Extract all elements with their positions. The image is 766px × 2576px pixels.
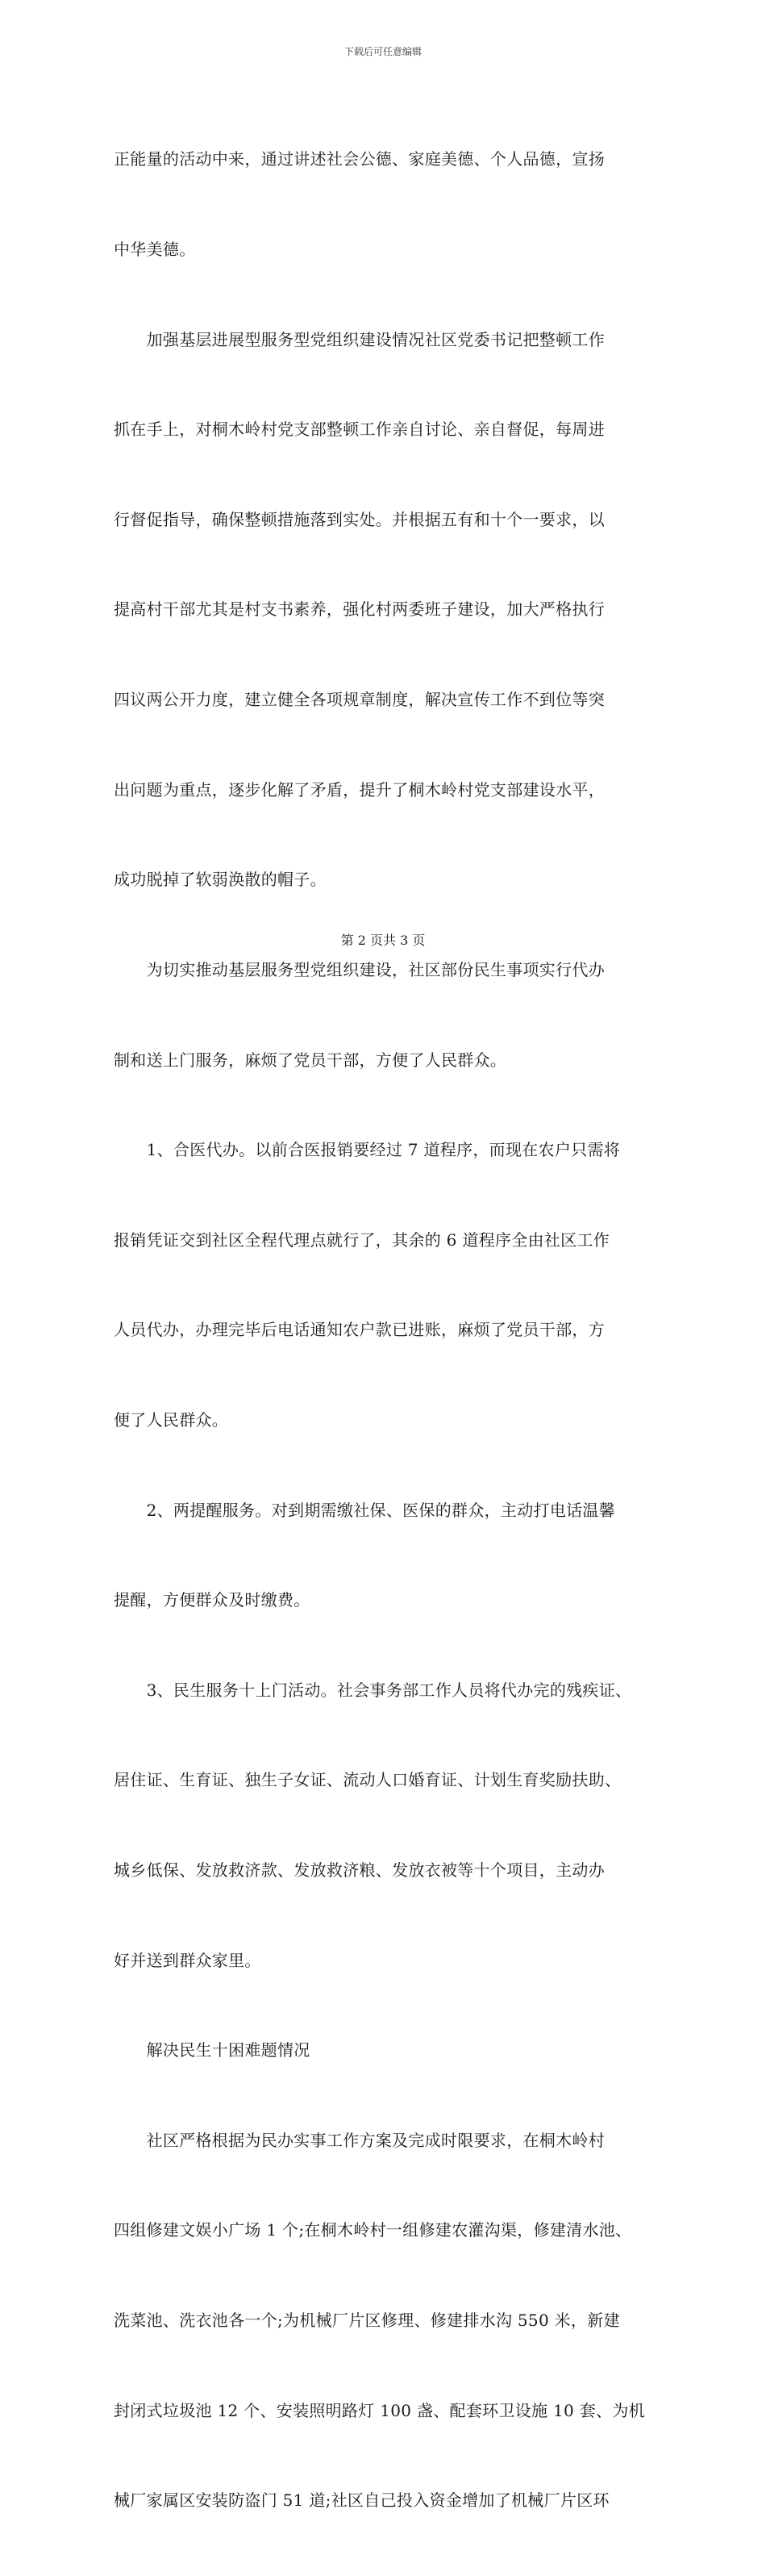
page-header: 下载后可任意编辑 [343,46,422,57]
text-line: 3、民生服务十上门活动。社会事务部工作人员将代办完的残疾证、 [114,1680,632,1700]
text-line: 四议两公开力度，建立健全各项规章制度，解决宣传工作不到位等突 [114,690,605,710]
text-line: 出问题为重点，逐步化解了矛盾，提升了桐木岭村党支部建设水平， [114,779,605,800]
text-line: 人员代办，办理完毕后电话通知农户款已进账，麻烦了党员干部，方 [114,1320,605,1340]
text-line: 提醒，方便群众及时缴费。 [114,1590,310,1610]
text-line: 洗菜池、洗衣池各一个;为机械厂片区修理、修建排水沟 550 米，新建 [114,2311,620,2331]
text-line: 械厂家属区安装防盗门 51 道;社区自己投入资金增加了机械厂片区环 [114,2490,610,2511]
text-line: 城乡低保、发放救济款、发放救济粮、发放衣被等十个项目，主动办 [114,1860,605,1880]
text-line: 居住证、生育证、独生子女证、流动人口婚育证、计划生育奖励扶助、 [114,1770,622,1790]
text-line: 正能量的活动中来，通过讲述社会公德、家庭美德、个人品德，宣扬 [114,149,605,169]
page-footer: 第 2 页共 3 页 [340,933,426,948]
text-line: 提高村干部尤其是村支书素养，强化村两委班子建设，加大严格执行 [114,599,605,620]
text-line: 加强基层进展型服务型党组织建设情况社区党委书记把整顿工作 [114,329,605,349]
text-line: 1、合医代办。以前合医报销要经过 7 道程序，而现在农户只需将 [114,1140,621,1160]
text-line: 制和送上门服务，麻烦了党员干部，方便了人民群众。 [114,1050,507,1070]
text-line: 报销凭证交到社区全程代理点就行了，其余的 6 道程序全由社区工作 [114,1230,610,1250]
body-text [114,85,670,2576]
text-line: 好并送到群众家里。 [114,1950,261,1970]
document-body [114,85,670,2576]
text-line: 解决民生十困难题情况 [114,2040,310,2060]
text-line: 行督促指导，确保整顿措施落到实处。并根据五有和十个一要求，以 [114,509,605,529]
text-line: 成功脱掉了软弱涣散的帽子。 [114,870,327,890]
text-line: 2、两提醒服务。对到期需缴社保、医保的群众，主动打电话温馨 [114,1500,616,1520]
text-line: 便了人民群众。 [114,1409,229,1430]
text-line: 封闭式垃圾池 12 个、安装照明路灯 100 盏、配套环卫设施 10 套、为机 [114,2400,645,2420]
text-line: 四组修建文娱小广场 1 个;在桐木岭村一组修建农灌沟渠，修建清水池、 [114,2220,632,2240]
text-line: 社区严格根据为民办实事工作方案及完成时限要求，在桐木岭村 [114,2130,605,2150]
text-line: 中华美德。 [114,240,196,260]
text-line: 为切实推动基层服务型党组织建设，社区部份民生事项实行代办 [114,959,605,979]
text-line: 抓在手上，对桐木岭村党支部整顿工作亲自讨论、亲自督促，每周进 [114,420,605,440]
